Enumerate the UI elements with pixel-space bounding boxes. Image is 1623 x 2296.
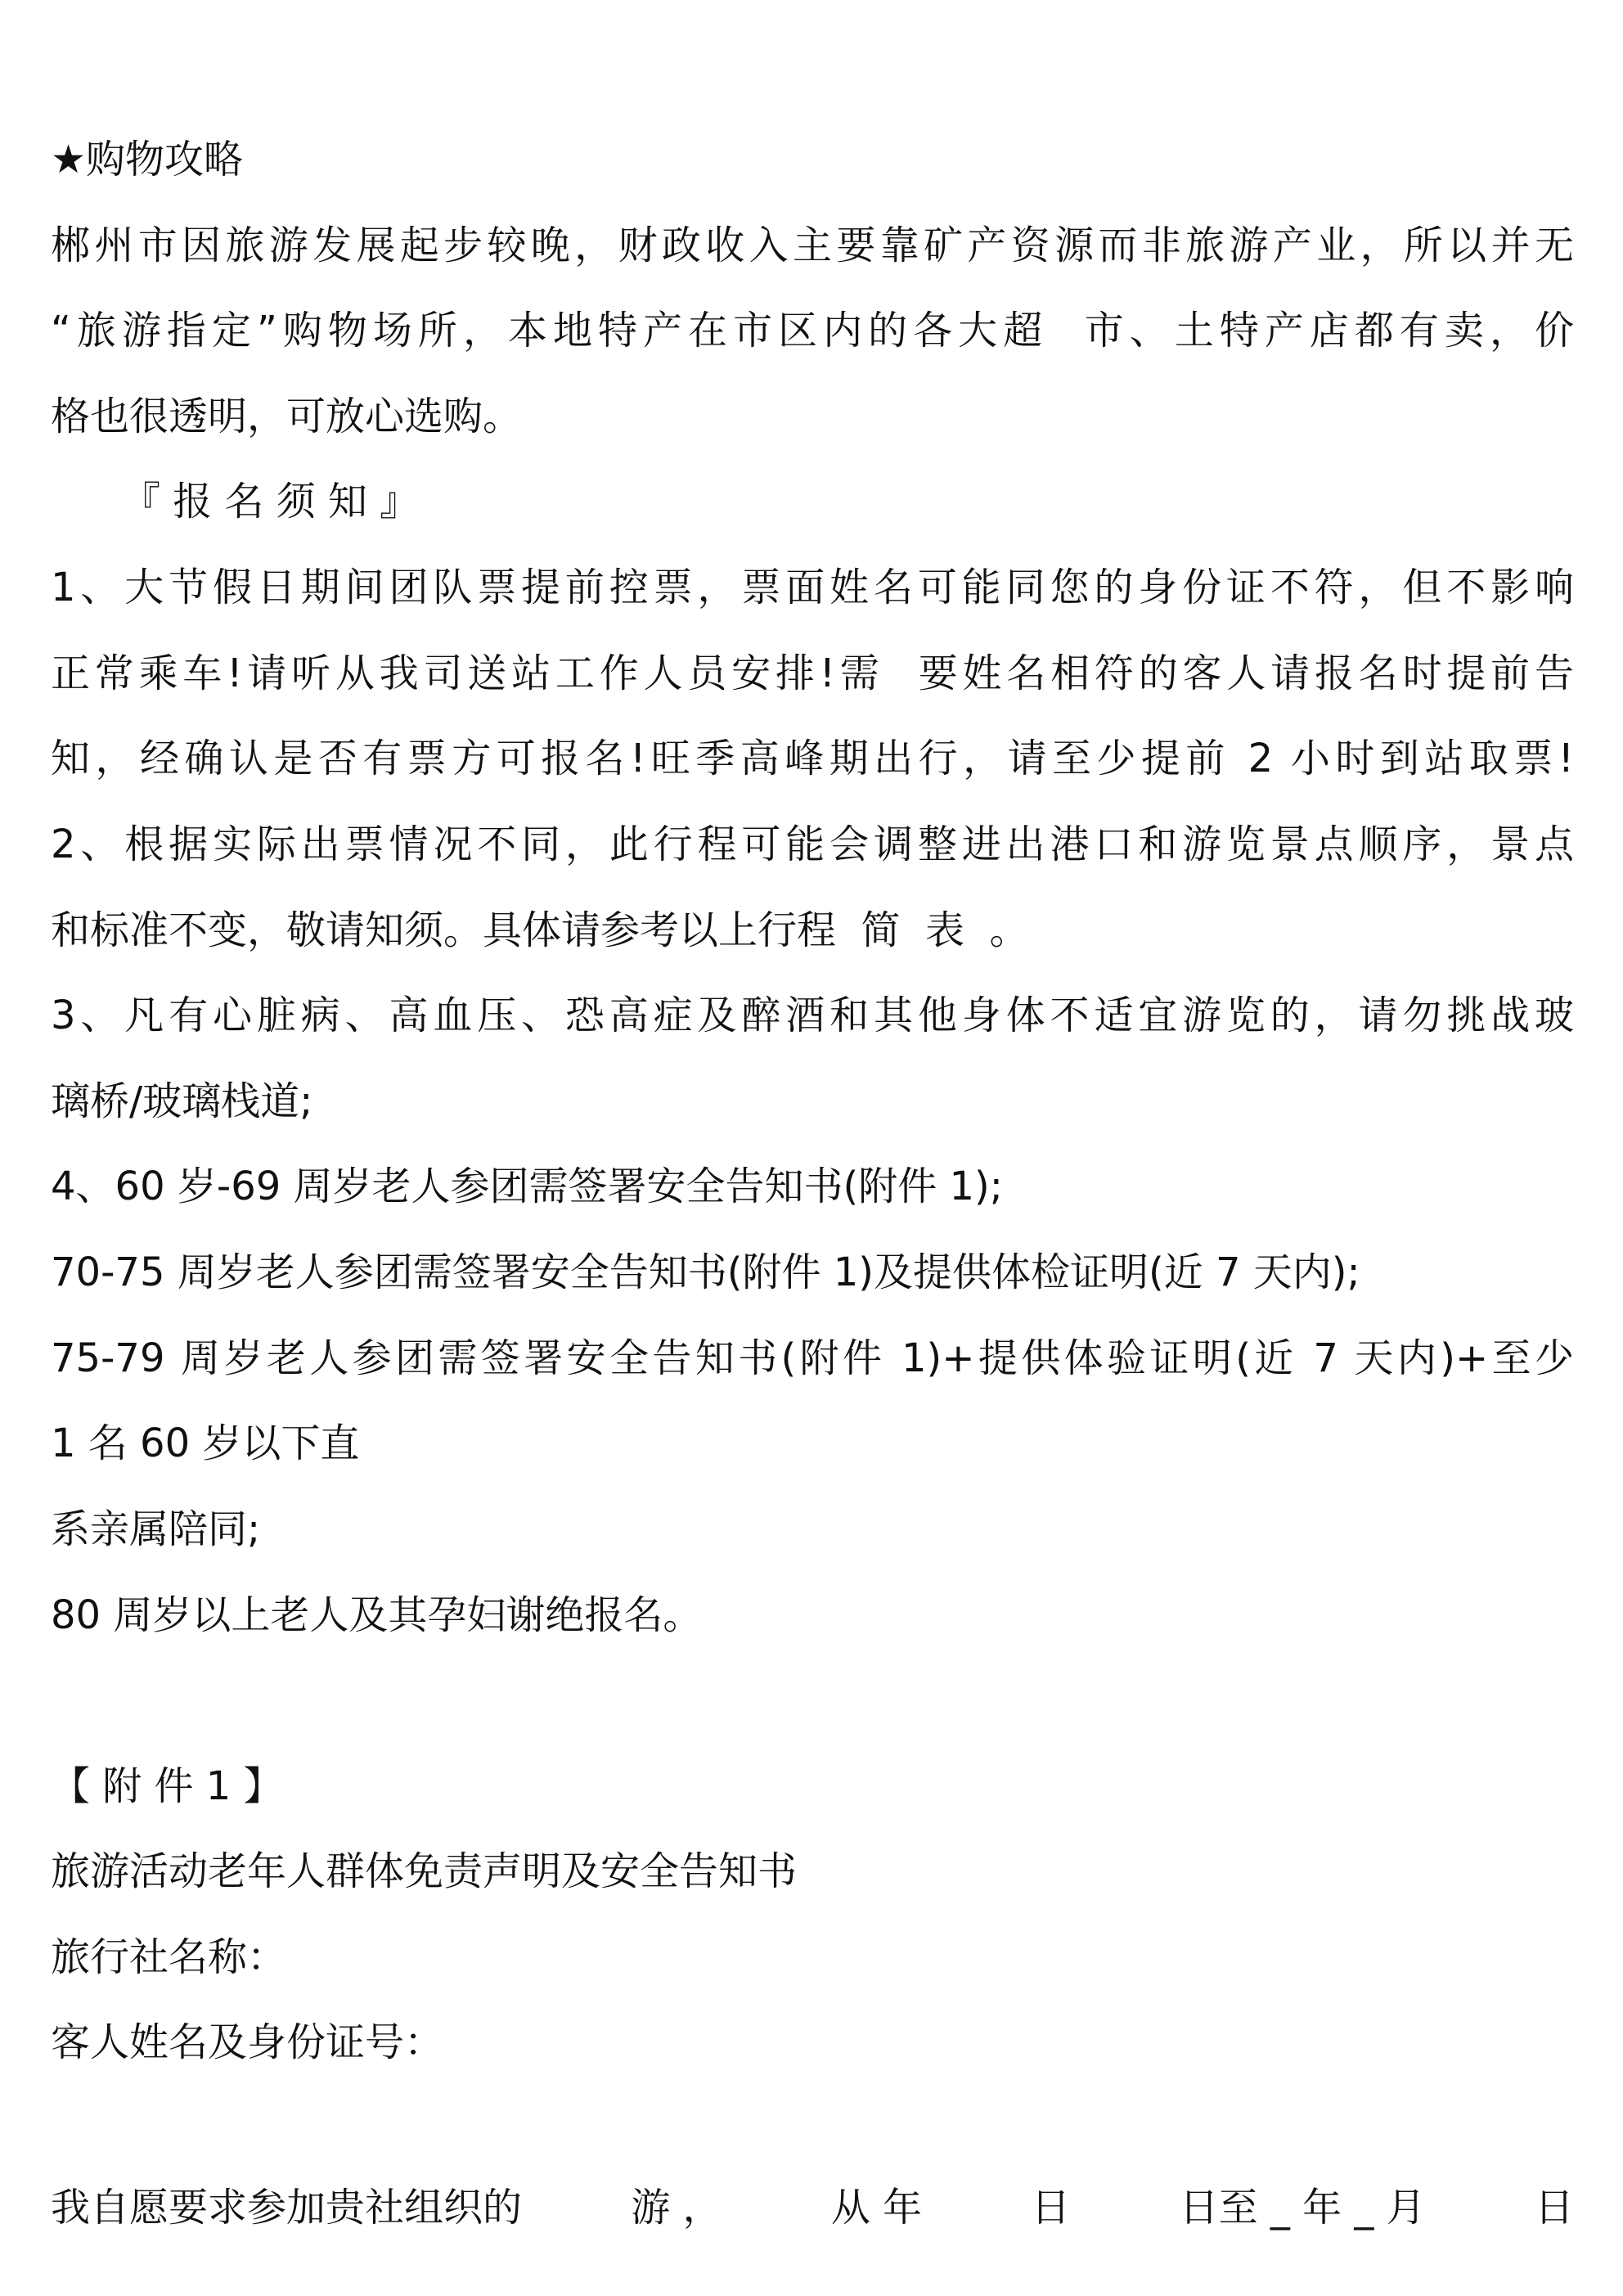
notice-line: 1、大节假日期间团队票提前控票，票面姓名可能同您的身份证不符，但不影响 bbox=[51, 565, 1574, 610]
shopping-paragraph-line: “旅游指定”购物场所，本地特产在市区内的各大超 市、土特产店都有卖，价 bbox=[51, 308, 1574, 353]
notice-line: 和标准不变，敬请知须。具体请参考以上行程 简 表 。 bbox=[51, 907, 1029, 953]
statement-part: 日 bbox=[1031, 2185, 1071, 2231]
notice-line: 3、凡有心脏病、高血压、恐高症及醉酒和其他身体不适宜游览的，请勿挑战玻 bbox=[51, 993, 1574, 1038]
statement-part: 从 年 bbox=[830, 2185, 923, 2231]
statement-line bbox=[51, 2183, 1574, 2232]
notice-line: 75-79 周岁老人参团需签署安全告知书(附件 1)+提供体验证明(近 7 天内)+至少 bbox=[51, 1335, 1574, 1381]
shopping-heading: ★购物攻略 bbox=[51, 137, 244, 182]
statement-part: 我自愿要求参加贵社组织的 bbox=[51, 2185, 523, 2231]
notice-heading: 『 报 名 须 知 』 bbox=[121, 479, 420, 524]
notice-line: 知，经确认是否有票方可报名!旺季高峰期出行，请至少提前 2 小时到站取票! bbox=[51, 736, 1574, 781]
notice-line: 2、根据实际出票情况不同，此行程可能会调整进出港口和游览景点顺序，景点 bbox=[51, 822, 1574, 867]
notice-line: 系亲属陪同; bbox=[51, 1506, 261, 1552]
guest-name-id-label: 客人姓名及身份证号： bbox=[51, 2019, 444, 2065]
statement-part: 日至 _ 年 _ 月 bbox=[1179, 2185, 1426, 2231]
attachment-heading: 【 附 件 1 】 bbox=[51, 1763, 283, 1809]
notice-line: 正常乘车!请听从我司送站工作人员安排!需 要姓名相符的客人请报名时提前告 bbox=[51, 651, 1574, 696]
statement-part: 日 bbox=[1534, 2185, 1574, 2231]
attachment-title: 旅游活动老年人群体免责声明及安全告知书 bbox=[51, 1848, 798, 1894]
notice-line: 1 名 60 岁以下直 bbox=[51, 1420, 360, 1466]
agency-name-label: 旅行社名称： bbox=[51, 1934, 287, 1980]
notice-line: 80 周岁以上老人及其孕妇谢绝报名。 bbox=[51, 1592, 703, 1638]
shopping-paragraph-line: 郴州市因旅游发展起步较晚，财政收入主要靠矿产资源而非旅游产业，所以并无 bbox=[51, 223, 1574, 268]
statement-part: 游 ， bbox=[631, 2185, 722, 2231]
notice-line: 70-75 周岁老人参团需签署安全告知书(附件 1)及提供体检证明(近 7 天内); bbox=[51, 1249, 1360, 1295]
notice-line: 4、60 岁-69 周岁老人参团需签署安全告知书(附件 1); bbox=[51, 1164, 1003, 1209]
shopping-paragraph-line: 格也很透明，可放心选购。 bbox=[51, 394, 523, 439]
notice-line: 璃桥/玻璃栈道; bbox=[51, 1078, 313, 1124]
